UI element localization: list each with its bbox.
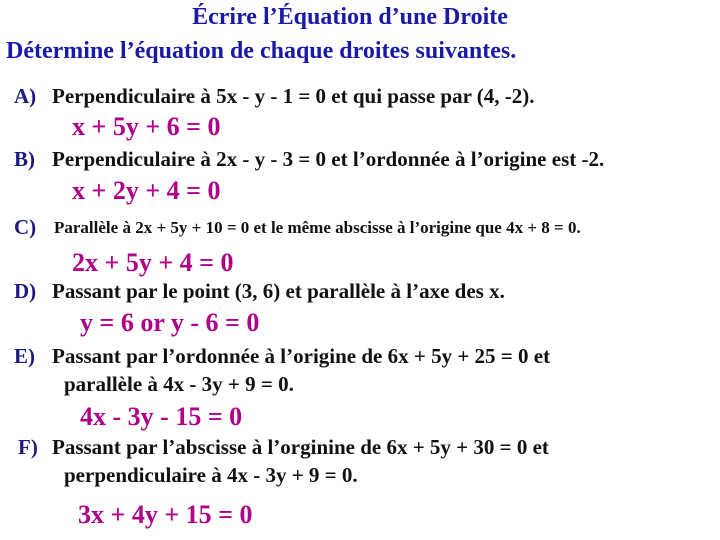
problem-a-answer: x + 5y + 6 = 0 [72,112,221,141]
problem-d-answer: y = 6 or y - 6 = 0 [80,308,260,337]
problem-b-text: Perpendiculaire à 2x - y - 3 = 0 et l’ordonnée à l’origine est -2. [52,147,605,171]
problem-e-label: E) [14,344,35,368]
problem-e-text-line2: parallèle à 4x - 3y + 9 = 0. [64,372,294,396]
problem-c-text: Parallèle à 2x + 5y + 10 = 0 et le même abscisse à l’origine que 4x + 8 = 0. [54,218,581,237]
problem-e-answer: 4x - 3y - 15 = 0 [80,402,243,431]
problem-f-label: F) [18,435,38,459]
problem-c-label: C) [14,215,37,239]
problem-e-text-line1: Passant par l’ordonnée à l’origine de 6x + 5y + 25 = 0 et [52,344,551,368]
problem-d-text: Passant par le point (3, 6) et parallèle à l’axe des x. [52,279,505,303]
problem-b-label: B) [14,147,35,171]
problem-f-answer: 3x + 4y + 15 = 0 [78,500,253,529]
instructions: Détermine l’équation de chaque droites suivantes. [6,38,517,64]
problem-c-answer: 2x + 5y + 4 = 0 [72,248,234,277]
problem-a-label: A) [14,84,37,108]
problem-f-text-line1: Passant par l’abscisse à l’orginine de 6x + 5y + 30 = 0 et [52,435,549,459]
problem-b-answer: x + 2y + 4 = 0 [72,176,221,205]
problem-d-label: D) [14,279,37,303]
page-title: Écrire l’Équation d’une Droite [192,4,508,30]
problem-a-text: Perpendiculaire à 5x - y - 1 = 0 et qui passe par (4, -2). [52,84,535,108]
problem-f-text-line2: perpendiculaire à 4x - 3y + 9 = 0. [64,463,358,487]
